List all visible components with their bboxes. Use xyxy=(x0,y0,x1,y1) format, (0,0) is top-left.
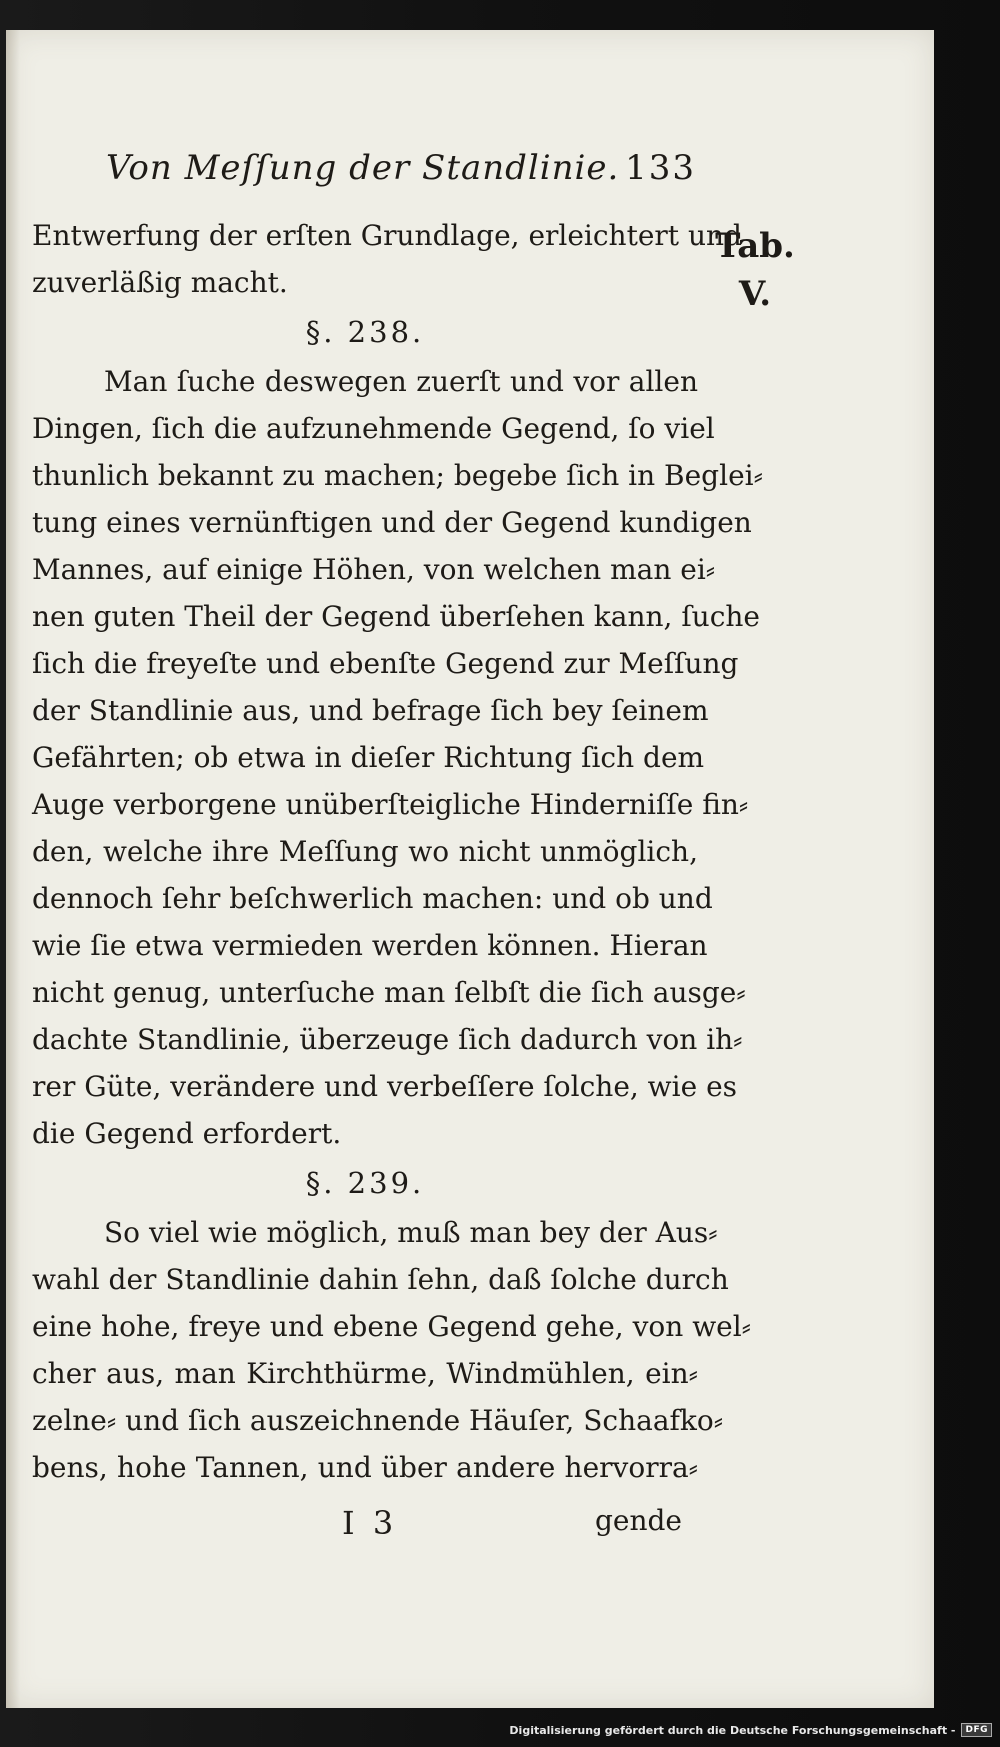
text-line: ſich die freyeſte und ebenſte Gegend zur Meſſung xyxy=(32,647,739,680)
text-line: nicht genug, unterſuche man ſelbſt die ſich ausge⸗ xyxy=(32,976,746,1009)
section-heading-239: §. 239. xyxy=(305,1166,425,1200)
text-line: Mannes, auf einige Höhen, von welchen man ei⸗ xyxy=(32,553,716,586)
margin-note-line: Tab. xyxy=(715,226,795,266)
digitization-credit xyxy=(509,1721,992,1739)
text-line: bens, hohe Tannen, und über andere hervorra⸗ xyxy=(32,1451,698,1484)
text-line: wie ſie etwa vermieden werden können. Hieran xyxy=(32,929,708,962)
text-line: dennoch ſehr beſchwerlich machen: und ob und xyxy=(32,882,713,915)
text-line: So viel wie möglich, muß man bey der Aus⸗ xyxy=(104,1216,718,1249)
text-line: zuverläßig macht. xyxy=(32,266,288,299)
text-line: thunlich bekannt zu machen; begebe ſich in Beglei⸗ xyxy=(32,459,763,492)
credit-text: Digitalisierung gefördert durch die Deutsche Forschungsgemeinschaft - xyxy=(509,1723,956,1737)
text-line: Entwerfung der erſten Grundlage, erleichtert und xyxy=(32,219,742,252)
dfg-logo-icon: DFG xyxy=(961,1723,992,1737)
page-number: 133 xyxy=(625,148,696,188)
text-line: cher aus, man Kirchthürme, Windmühlen, ein⸗ xyxy=(32,1357,698,1390)
text-line: zelne⸗ und ſich auszeichnende Häuſer, Schaafko⸗ xyxy=(32,1404,724,1437)
text-line: Dingen, ſich die aufzunehmende Gegend, ſo viel xyxy=(32,412,715,445)
text-line: Auge verborgene unüberſteigliche Hinderniſſe fin⸗ xyxy=(32,788,749,821)
book-page xyxy=(6,30,934,1708)
text-line: tung eines vernünftigen und der Gegend kundigen xyxy=(32,506,752,539)
page-foot xyxy=(342,1504,682,1554)
text-line: der Standlinie aus, und befrage ſich bey ſeinem xyxy=(32,694,709,727)
text-line: dachte Standlinie, überzeuge ſich dadurch von ih⸗ xyxy=(32,1023,743,1056)
text-line: die Gegend erfordert. xyxy=(32,1117,342,1150)
text-line: rer Güte, verändere und verbeſſere ſolche, wie es xyxy=(32,1070,738,1103)
text-line: Gefährten; ob etwa in dieſer Richtung ſich dem xyxy=(32,741,705,774)
signature-mark: I 3 xyxy=(342,1504,398,1542)
catchword: gende xyxy=(594,1504,682,1537)
running-title: Von Meſſung der Standlinie. xyxy=(106,148,620,188)
text-line: wahl der Standlinie dahin ſehn, daß ſolche durch xyxy=(32,1263,729,1296)
section-heading-238: §. 238. xyxy=(305,315,425,349)
running-header xyxy=(106,148,696,198)
text-line: nen guten Theil der Gegend überſehen kann, ſuche xyxy=(32,600,760,633)
margin-note-line: V. xyxy=(738,274,772,314)
text-line: Man ſuche deswegen zuerſt und vor allen xyxy=(104,365,698,398)
text-line: den, welche ihre Meſſung wo nicht unmöglich, xyxy=(32,835,698,868)
text-line: eine hohe, freye und ebene Gegend gehe, von wel⸗ xyxy=(32,1310,752,1343)
